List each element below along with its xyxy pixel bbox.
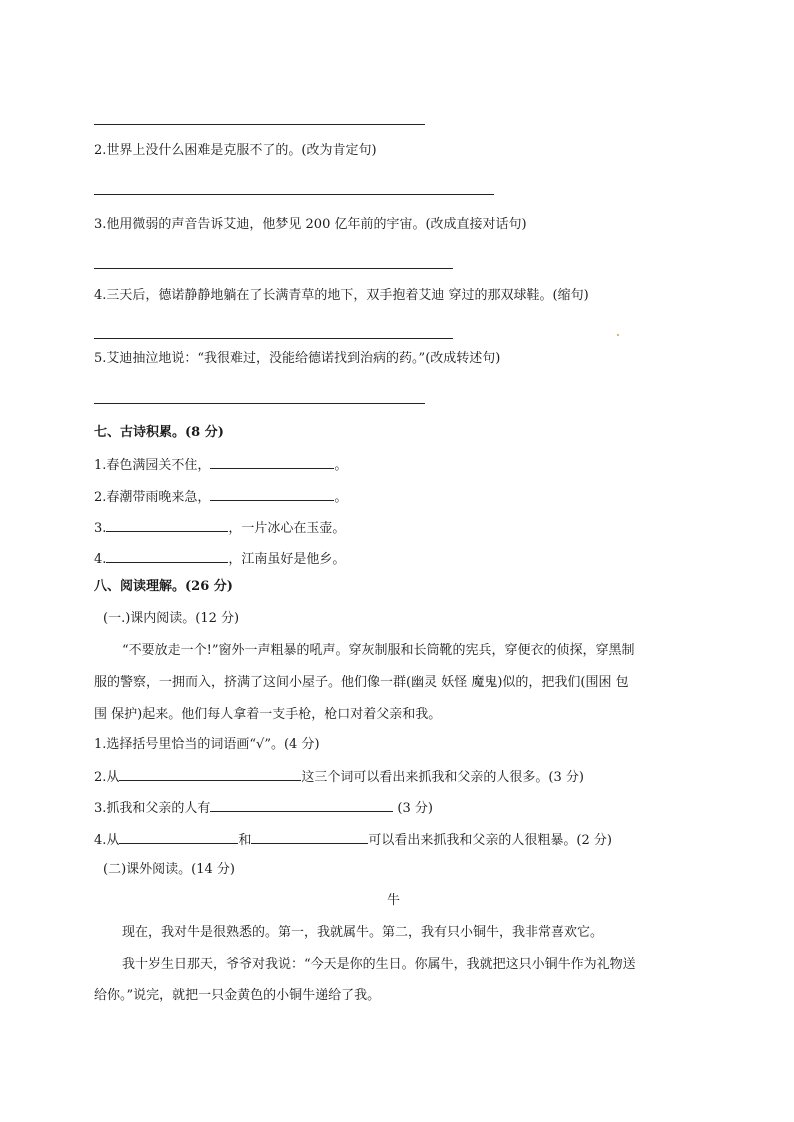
reading-q4-mid: 和 [238,833,252,848]
question-4: 4.三天后，德诺静静地躺在了长满青草的地下，双手抱着艾迪 穿过的那双球鞋。(缩句) [94,288,589,303]
section-heading-poetry: 七、古诗积累。(8 分) [94,425,224,440]
reading-q4-suffix: 可以看出来抓我和父亲的人很粗暴。(2 分) [368,833,612,848]
poetry-line-4-text: ，江南虽好是他乡。 [228,552,346,567]
poetry-line-4 [94,549,345,569]
passage-line-2: 服的警察，一拥而入，挤满了这间小屋子。他们像一群(幽灵 妖怪 魔鬼)似的，把我们(围困 包 [94,675,629,690]
poetry-line-2-text: 2.春潮带雨晚来急， [94,490,211,505]
reading-q4 [94,830,612,850]
reading-q3-blank[interactable] [210,798,393,812]
part1-title: (一.)课内阅读。(12 分) [103,611,240,626]
reading-q2 [94,767,584,787]
poetry-blank-1[interactable] [210,455,334,469]
passage-line-3: 围 保护)起来。他们每人拿着一支手枪，枪口对着父亲和我。 [94,707,442,722]
poetry-line-3 [94,518,345,538]
poetry-line-2 [94,487,347,507]
poetry-line-4-num: 4. [94,552,107,567]
reading-q4-prefix: 4.从 [94,833,120,848]
poetry-line-3-text: ，一片冰心在玉壶。 [228,521,346,536]
passage-line-1: “不要放走一个!”窗外一声粗暴的吼声。穿灰制服和长筒靴的宪兵，穿便衣的侦探，穿黑制 [122,643,635,658]
essay-paragraph-2-line-1: 我十岁生日那天，爷爷对我说：“今天是你的生日。你属牛，我就把这只小铜牛作为礼物送 [122,957,636,972]
reading-q2-prefix: 2.从 [94,770,120,785]
reading-q3 [94,798,433,818]
answer-line-q3[interactable] [94,268,453,269]
answer-line-q5[interactable] [94,403,425,404]
reading-q3-prefix: 3.抓我和父亲的人有 [94,801,211,816]
poetry-line-3-num: 3. [94,521,107,536]
reading-q4-blank-2[interactable] [251,830,368,844]
poetry-line-1 [94,455,347,475]
answer-line-q4[interactable] [94,338,453,339]
poetry-blank-2[interactable] [210,487,334,501]
question-5: 5.艾迪抽泣地说：“我很难过，没能给德诺找到治病的药。”(改成转述句) [94,351,501,366]
part2-title: (二)课外阅读。(14 分) [103,862,235,877]
reading-q2-suffix: 这三个词可以看出来抓我和父亲的人很多。(3 分) [301,770,584,785]
essay-paragraph-1: 现在，我对牛是很熟悉的。第一，我就属牛。第二，我有只小铜牛，我非常喜欢它。 [122,925,604,940]
poetry-blank-4[interactable] [106,549,228,563]
reading-q3-suffix: (3 分) [397,801,433,816]
stray-mark [617,334,619,336]
essay-paragraph-2-line-2: 给你。”说完，就把一只金黄色的小铜牛递给了我。 [94,988,381,1003]
question-2: 2.世界上没什么困难是克服不了的。(改为肯定句) [94,143,377,158]
poetry-line-1-text: 1.春色满园关不住， [94,458,211,473]
section-heading-reading: 八、阅读理解。(26 分) [94,579,233,594]
answer-line-q1[interactable] [94,124,425,125]
reading-q4-blank-1[interactable] [119,830,238,844]
answer-line-q2[interactable] [94,194,494,195]
poetry-blank-3[interactable] [106,518,228,532]
reading-q1: 1.选择括号里恰当的词语画“√”。(4 分) [94,737,320,752]
essay-title: 牛 [387,893,401,908]
reading-q2-blank[interactable] [119,767,301,781]
poetry-line-2-end: 。 [334,490,348,505]
poetry-line-1-end: 。 [334,458,348,473]
question-3: 3.他用微弱的声音告诉艾迪，他梦见 200 亿年前的宇宙。(改成直接对话句) [94,217,527,232]
